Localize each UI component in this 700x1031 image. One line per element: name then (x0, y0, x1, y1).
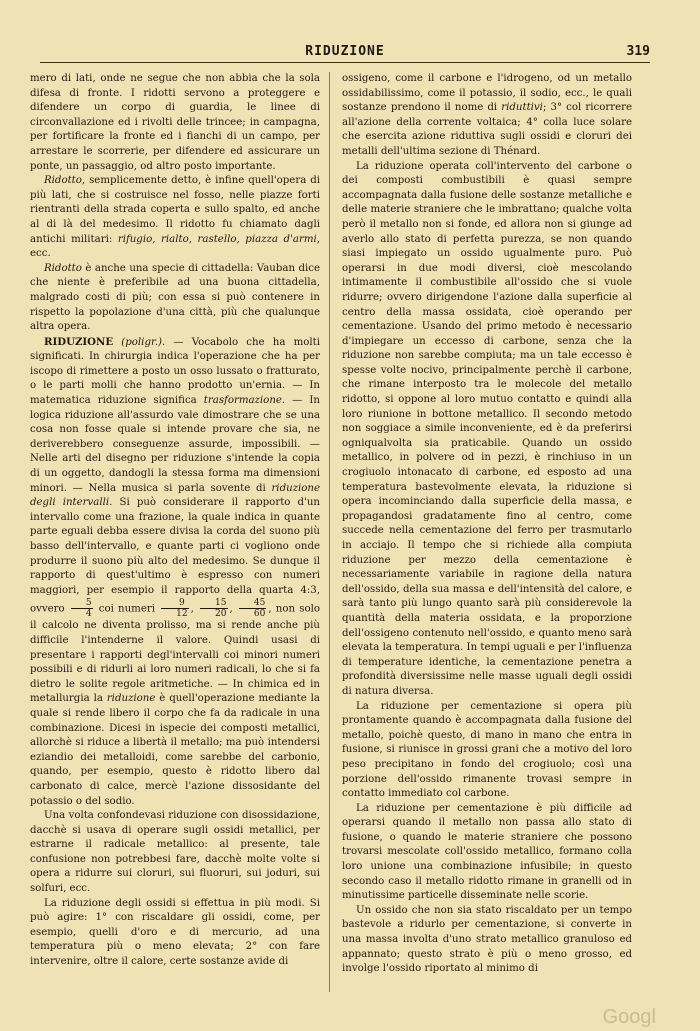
paragraph-text: . Si può considerare il rapporto d'un intervallo come una frazione, la quale indica in quante parte eguali debba essere divisa la corda del suono più basso dell'intervallo, e quante parti ci vogliono onde produrre il suono più alto del medesimo. Se dunque il rapporto di quest'ultimo è espresso con numeri maggiori, per esempio il rapporto della quarta 4:3, ovvero (30, 497, 320, 615)
headword-abbreviation: (poligr.) (121, 336, 162, 348)
fraction-numerator: 15 (200, 598, 227, 609)
paragraph-text: Una volta confondevasi riduzione con disossidazione, dacchè si usava di operare sugli ossidi metallici, per estrarne il radicale metallico: al presente, tale confusione non potrebbesi fare, dacchè molte volte si opera a ridurre sui cloruri, sui fluoruri, sui joduri, sui solfuri, ecc. (30, 810, 320, 895)
italic-term: riduttivi (501, 102, 543, 114)
paragraph-text: ossigeno, come il carbone e l'idrogeno, od un metallo ossidabilissimo, come il potassio, il sodio, ecc., le quali sostanze prendono il nome di (342, 73, 632, 114)
paragraph-text: . — Vocabolo che ha molti significati. In chirurgia indica l'operazione che ha per iscopo di rimettere a posto un osso lussato o fratturato, o le parti molli che hanno prodotto un'ernia. — In matematica riduzione significa (30, 336, 320, 407)
entry-term: Ridotto (44, 262, 82, 274)
paragraph (342, 160, 632, 700)
fraction (200, 598, 227, 619)
paragraph (30, 72, 320, 174)
fraction-denominator: 4 (85, 609, 92, 620)
paragraph-text: La riduzione per cementazione si opera più prontamente quando è accompagnata dalla fusione del metallo, poichè questo, di mano in mano che entra in fusione, si riunisce in grossi grani che a motivo del loro peso precipitano in fondo del crogiuolo; così una porzione dell'ossido rimanente trovasi sempre in contatto immediato col carbone. (342, 700, 632, 800)
paragraph: RIDUZIONE (poligr.). — Vocabolo che ha molti significati. In chirurgia indica l'operazione che ha per iscopo di rimettere a posto un osso lussato o fratturato, o le parti molli che hanno prodotto un'ernia. — In matematica riduzione significa trasformazione. — In logica riduzione all'assurdo vale dimostrare che se una cosa non fosse quale si intende provare che sia, ne deriverebbero conseguenze assurde, impossibili. — Nelle arti del disegno per riduzione s'intende la copia di un oggetto, dandogli la stessa forma ma dimensioni minori. — Nella musica si parla sovente di riduzione degli intervalli. Si può considerare il rapporto d'un intervallo come una frazione, la quale indica in quante parte eguali debba essere divisa la corda del suono più basso dell'intervallo, e quante parti ci vogliono onde produrre il suono più alto del medesimo. Se dunque il rapporto di quest'ultimo è espresso con numeri maggiori, per esempio il rapporto della quarta 4:3, ovvero $\frac{5}{4}$ coi numeri $\frac{9}{12}$ , $\frac{15}{20}$ , $\frac{45}{60}$ , non solo il calcolo ne diventa prolisso, ma si rende anche più difficile l'intenderne il valore. Quindi usasi di presentare i rapporti degl'intervalli coi minori numeri possibili e di ridurli ai loro numeri radicali, lo che si fa dietro le solite regole aritmetiche. — In chimica ed in metallurgia la riduzione è quell'operazione mediante la quale si rende libero il corpo che fa da radicale in una combinazione. Dicesi in ispecie dei composti metallici, allorchè si riduce a libertà il metallo; ma può intendersi eziandio dei metalloidi, come sarebbe del carbonio, quando, per esempio, questo è ridotto libero dal carbonato di calce, mercè l'azione dissosidante del potassio o del sodio. (30, 335, 320, 807)
paragraph-text: La riduzione operata coll'intervento del carbone o dei composti combustibili è quasi sempre accompagnata dalla fusione delle sostanze metalliche e delle materie straniere che le imbrattano; qualche volta però il metallo non si fonde, ed allora non si giunge ad averlo allo stato di perfetta purezza, se non quando siasi impiegato un ossido ugualmente puro. Può operarsi in due modi diversi, cioè mescolando intimamente il combustibile all'ossido che si vuole ridurre; ovvero dirigendone l'azione dalla superficie al centro della massa ossidata, cioè operando per cementazione. Usando del primo metodo è necessario d'impiegare un eccesso di carbone, senza che la riduzione non sarebbe compiuta; ma un tale eccesso è spesse volte nocivo, principalmente perchè il carbone, che rimane interposto tra le molecole del metallo ridotto, si oppone al loro mutuo contatto e quindi alla loro riunione in bottone metallico. Il secondo metodo non soggiace a simile inconveniente, ed è da preferirsi ogniqualvolta sia praticabile. Quando un ossido metallico, in polvere od in pezzi, è rinchiuso in un crogiuolo intonacato di carbone, ed esposto ad una temperatura bastevolmente elevata, la riduzione si opera incominciando dalla superficie della massa, e propagandosi gradatamente fino al centro, come succede nella cementazione del ferro per trasmutarlo in acciajo. Il tempo che si richiede alla compiuta riduzione per mezzo della cementazione è necessariamente variabile in ragione della natura dell'ossido, della sua massa e dell'intensità del calore, e sarà tanto più lungo quanto sarà più considerevole la quantità della materia ossidata, e la proporzione dell'ossigeno contenuto nell'ossido, e quanto meno sarà elevata la temperatura. In tempi uguali e per l'influenza di temperature identiche, la cementazione penetra a profondità diversissime nelle masse uguali degli ossidi di natura diversa. (342, 160, 632, 697)
fraction (161, 598, 188, 619)
page-number: 319 (626, 44, 650, 59)
paragraph (342, 904, 632, 977)
entry-term: Ridotto (44, 175, 82, 187)
fraction-denominator: 20 (215, 609, 227, 620)
paragraph-text: La riduzione per cementazione è più difficile ad operarsi quando il metallo non passa allo stato di fusione, o quando le materie straniere che possono trovarsi mescolate coll'ossido metallico, formano colla loro unione una combinazione infusibile; in questo secondo caso il metallo ridotto rimane in granelli od in minutissime particelle disseminate nelle scorie. (342, 802, 632, 902)
paragraph (30, 262, 320, 335)
paragraph-text: . — In logica riduzione all'assurdo vale dimostrare che se una cosa non fosse quale si intende provare che sia, ne deriverebbero conseguenze assurde, impossibili. — Nelle arti del disegno per riduzione s'intende la copia di un oggetto, dandogli la stessa forma ma dimensioni minori. — Nella musica si parla sovente di (30, 395, 320, 494)
paragraph (342, 700, 632, 802)
fraction-numerator: 9 (161, 598, 188, 609)
paragraph-text: , non solo il calcolo ne diventa prolisso, ma si rende anche più difficile l'intenderne il valore. Quindi usasi di presentare i rapporti degl'intervalli coi minori numeri possibili e di ridurli ai loro numeri radicali, lo che si fa dietro le solite regole aritmetiche. — In chimica ed in metallurgia la (30, 603, 320, 705)
fraction-numerator: 45 (239, 598, 266, 609)
fraction-denominator: 12 (176, 609, 188, 620)
headword: RIDUZIONE (44, 335, 114, 348)
paragraph-text: ; 3° col ricorrere all'azione della corrente voltaica; 4° colla luce solare che esercita azione riduttiva sugli ossidi e cloruri dei metalli dell'ultima sezione di Thénard. (342, 102, 632, 157)
paragraph-text: coi numeri (94, 603, 160, 615)
paragraph-text: mero di lati, onde ne segue che non abbia che la sola difesa di fronte. I ridotti servono a proteggere e difendere un corpo di guardia, le linee di circonvallazione ed i rivolti delle trincee; in campagna, per fortificare la fronte ed i fianchi di un campo, per arrestare le scorrerie, per difendere ed assicurare un ponte, un passaggio, od altro posto importante. (30, 73, 320, 172)
paragraph-text: La riduzione degli ossidi si effettua in più modi. Si può agire: 1° con riscaldare gli ossidi, come, per esempio, quelli d'oro e di mercurio, ad una temperatura più o meno elevata; 2° con fare intervenire, oltre il calore, certe sostanze avide di (30, 897, 320, 968)
paragraph (342, 802, 632, 904)
fraction (71, 598, 93, 619)
fraction (239, 598, 266, 619)
fraction-numerator: 5 (71, 598, 93, 609)
left-column (30, 72, 320, 1002)
italic-term: trasformazione (203, 395, 282, 407)
running-title: RIDUZIONE (305, 44, 385, 59)
paragraph (342, 72, 632, 160)
page-header (40, 44, 650, 63)
paragraph (30, 174, 320, 262)
paragraph-text: , semplicemente detto, è infine quell'opera di più lati, che si costruisce nel fosso, nelle piazze forti rientranti della strada coperta e sullo spalto, ed anche al di là del medesimo. Il ridotto fu chiamato dagli antichi militari: (30, 175, 320, 245)
paragraph-text: è quell'operazione mediante la quale si rende libero il corpo che fa da radicale in una combinazione. Dicesi in ispecie dei composti metallici, allorchè si riduce a libertà il metallo; ma può intendersi eziandio dei metalloidi, come sarebbe del carbonio, quando, per esempio, questo è ridotto libero dal carbonato di calce, mercè l'azione dissosidante del potassio o del sodio. (30, 693, 320, 807)
paragraph (30, 809, 320, 897)
fraction-denominator: 60 (253, 609, 266, 620)
italic-term: riduzione (106, 693, 156, 705)
paragraph-text: è anche una specie di cittadella: Vauban dice che niente è preferibile ad una buona cittadella, malgrado costi di più; con essa si può contenere in rispetto la popolazione d'una città, più che qualunque altra opera. (30, 262, 320, 333)
column-divider (329, 72, 330, 992)
paragraph-text: Un ossido che non sia stato riscaldato per un tempo bastevole a ridurlo per cementazione, si converte in una massa involta d'uno strato metallico granuloso ed appannato; questo strato è più o meno grosso, ed involge l'ossido riportato al minimo di (342, 904, 632, 975)
watermark: Googl (602, 1006, 656, 1028)
right-column (342, 72, 632, 1002)
paragraph-text: , ecc. (30, 233, 320, 260)
paragraph (30, 897, 320, 970)
italic-terms: rifugio, rialto, rastello, piazza d'armi (117, 233, 317, 245)
italic-term: riduzione degli intervalli (30, 482, 320, 509)
